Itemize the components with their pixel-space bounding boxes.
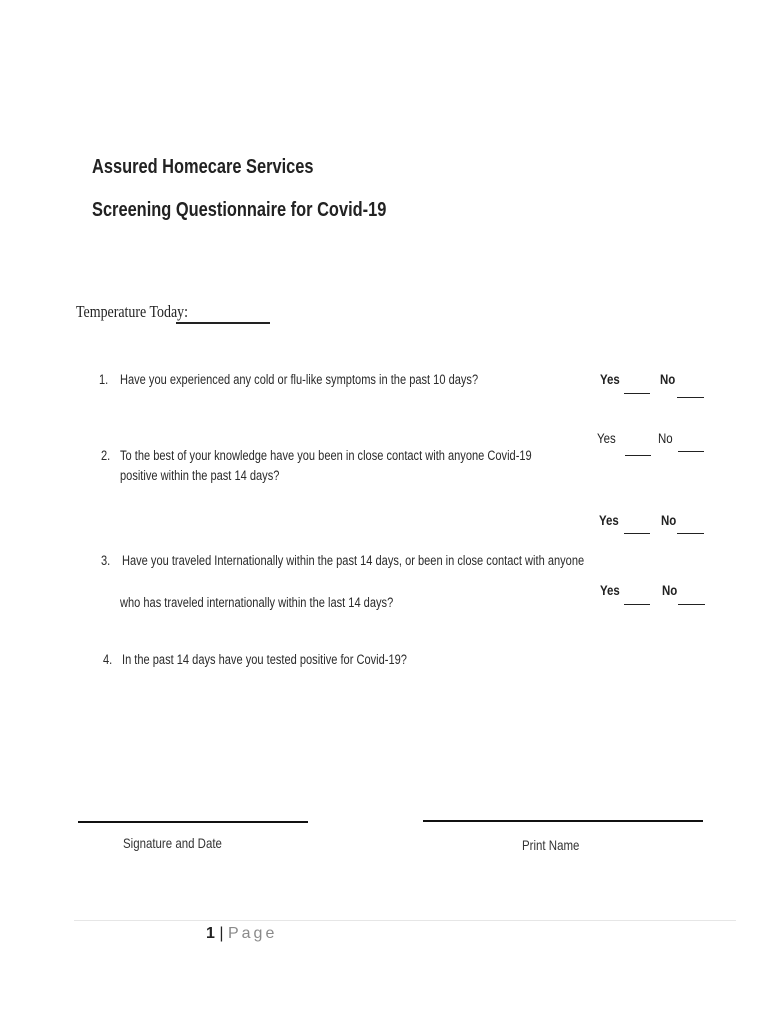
question-3-text-line-2: who has traveled internationally within the last 14 days? xyxy=(120,595,394,610)
question-2-no-label: No xyxy=(658,430,673,446)
question-3-no-blank[interactable] xyxy=(677,533,704,534)
question-1-text: Have you experienced any cold or flu-like symptoms in the past 10 days? xyxy=(120,372,479,387)
question-2-no-blank[interactable] xyxy=(678,451,704,452)
question-1-no-label: No xyxy=(660,371,676,387)
question-3-yes-blank[interactable] xyxy=(624,533,650,534)
page-word: Page xyxy=(227,925,278,942)
question-1-number: 1. xyxy=(99,372,109,387)
question-4-text: In the past 14 days have you tested positive for Covid-19? xyxy=(122,652,407,667)
question-4-yes-blank[interactable] xyxy=(624,604,650,605)
question-1-no-blank[interactable] xyxy=(677,397,704,398)
print-name-label: Print Name xyxy=(522,837,580,853)
question-4-yes-label: Yes xyxy=(600,582,620,598)
temperature-label: Temperature Today: xyxy=(76,302,188,321)
footer-divider xyxy=(74,920,736,921)
question-2-yes-label: Yes xyxy=(597,430,616,446)
question-3-no-label: No xyxy=(661,512,677,528)
question-1-yes-blank[interactable] xyxy=(624,393,650,394)
company-name: Assured Homecare Services xyxy=(92,156,314,178)
question-2-yes-blank[interactable] xyxy=(625,455,651,456)
page-separator: | xyxy=(219,925,224,942)
signature-and-date-label: Signature and Date xyxy=(123,835,222,851)
signature-line[interactable] xyxy=(78,821,308,823)
question-4-number: 4. xyxy=(103,652,113,667)
question-1-yes-label: Yes xyxy=(600,371,620,387)
question-2-text-line-1: To the best of your knowledge have you been in close contact with anyone Covid-19 xyxy=(120,448,532,463)
page-footer xyxy=(206,925,277,943)
form-title: Screening Questionnaire for Covid-19 xyxy=(92,199,387,221)
question-3-text-line-1: Have you traveled Internationally within the past 14 days, or been in close contact with anyone xyxy=(122,553,585,568)
question-4-no-blank[interactable] xyxy=(678,604,705,605)
question-3-number: 3. xyxy=(101,553,111,568)
question-2-text-line-2: positive within the past 14 days? xyxy=(120,468,280,483)
question-4-no-label: No xyxy=(662,582,678,598)
print-name-line[interactable] xyxy=(423,820,703,822)
question-2-number: 2. xyxy=(101,448,111,463)
temperature-field[interactable] xyxy=(176,322,270,324)
question-3-yes-label: Yes xyxy=(599,512,619,528)
page-number: 1 xyxy=(206,925,215,942)
